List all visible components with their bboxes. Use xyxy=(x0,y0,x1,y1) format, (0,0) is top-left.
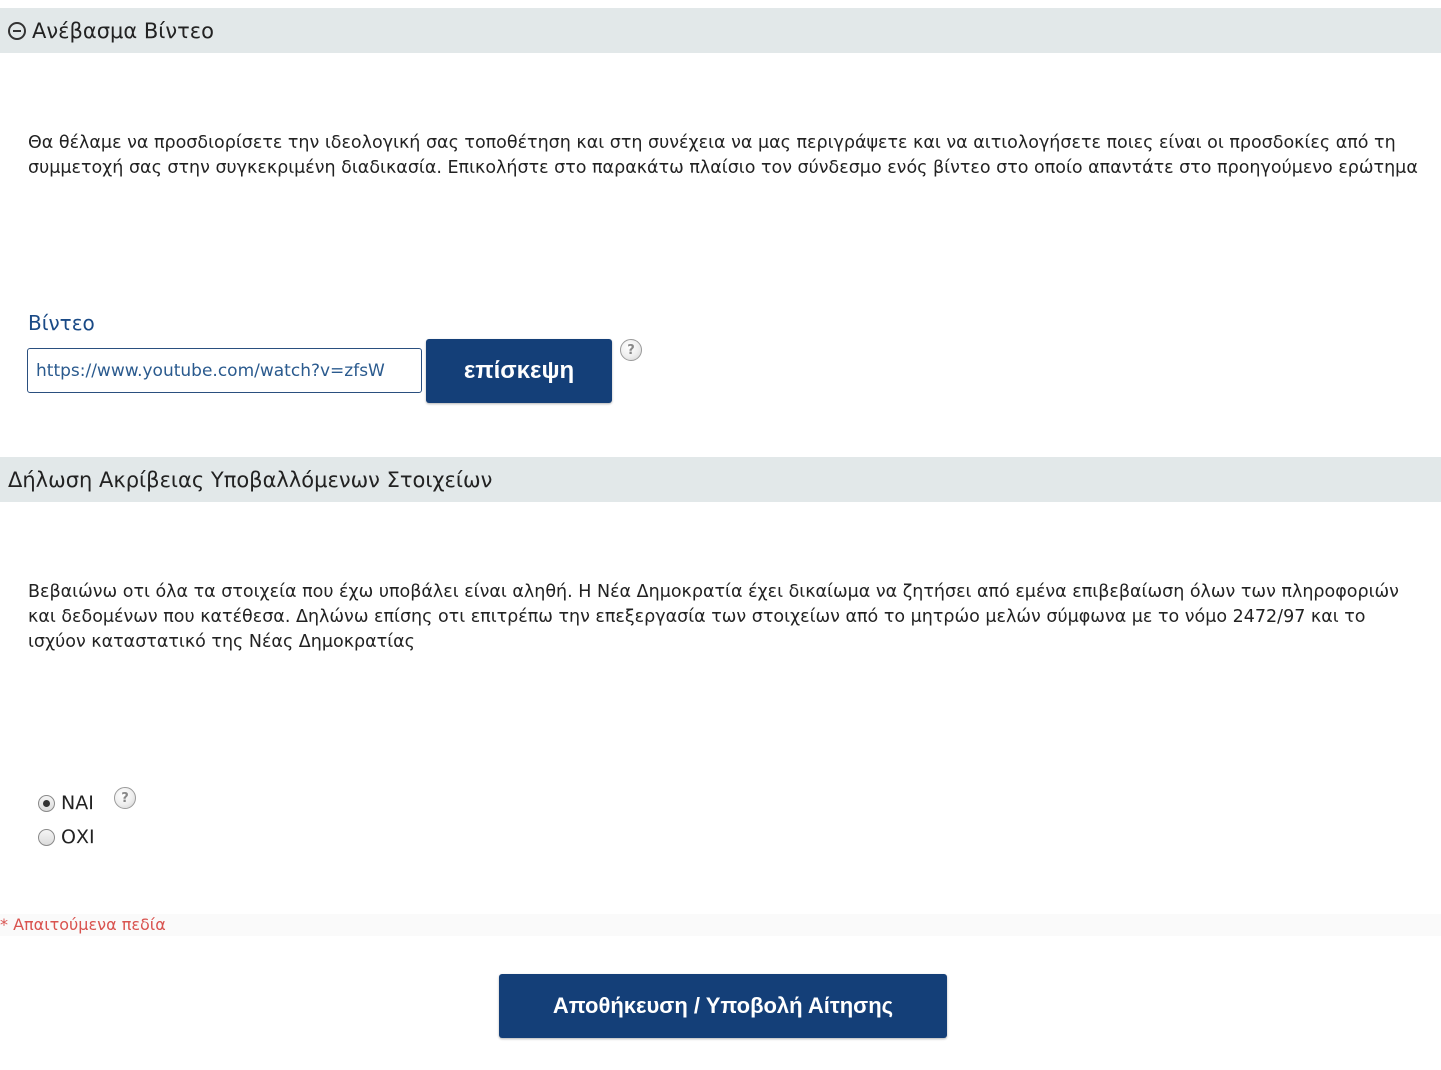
video-section-title: Ανέβασμα Βίντεο xyxy=(32,18,214,43)
video-instructions-text: Θα θέλαμε να προσδιορίσετε την ιδεολογική σας τοποθέτηση και στη συνέχεια να μας περιγράψετε και να αιτιολογήσετε ποιες είναι οι προσδοκίες από τη συμμετοχή σας στην συγκεκριμένη διαδικασία. Επικολήστε στο παρακάτω πλαίσιο τον σύνδεσμο ενός βίντεο στο οποίο απαντάτε στο προηγούμενο ερώτημα xyxy=(28,133,1418,178)
question-mark-icon[interactable]: ? xyxy=(620,339,642,361)
question-mark-icon[interactable]: ? xyxy=(114,787,136,809)
collapse-icon[interactable] xyxy=(8,22,26,40)
required-fields-note: * Απαιτούμενα πεδία xyxy=(0,914,1441,936)
video-url-input[interactable] xyxy=(27,348,422,393)
radio-yes-label[interactable]: ΝΑΙ xyxy=(61,792,94,814)
declaration-section-header xyxy=(0,457,1441,502)
radio-option-no[interactable] xyxy=(38,826,95,848)
visit-button[interactable]: επίσκεψη xyxy=(426,339,612,403)
submit-application-button[interactable]: Αποθήκευση / Υποβολή Αίτησης xyxy=(499,974,947,1038)
radio-no-label[interactable]: ΟΧΙ xyxy=(61,826,95,848)
video-field-label: Βίντεο xyxy=(28,311,95,335)
declaration-section-title: Δήλωση Ακρίβειας Υποβαλλόμενων Στοιχείων xyxy=(8,467,493,492)
radio-yes[interactable] xyxy=(38,795,55,812)
radio-option-yes[interactable] xyxy=(38,792,94,814)
declaration-text: Βεβαιώνω οτι όλα τα στοιχεία που έχω υποβάλει είναι αληθή. Η Νέα Δημοκρατία έχει δικαίωμα να ζητήσει από εμένα επιβεβαίωση όλων των πληροφοριών και δεδομένων που κατέθεσα. Δηλώνω επίσης οτι επιτρέπω την επεξεργασία των στοιχείων από το μητρώο μελών σύμφωνα με το νόμο 2472/97 και το ισχύον καταστατικό της Νέας Δημοκρατίας xyxy=(28,582,1399,652)
radio-no[interactable] xyxy=(38,829,55,846)
video-section-header[interactable] xyxy=(0,8,1441,53)
